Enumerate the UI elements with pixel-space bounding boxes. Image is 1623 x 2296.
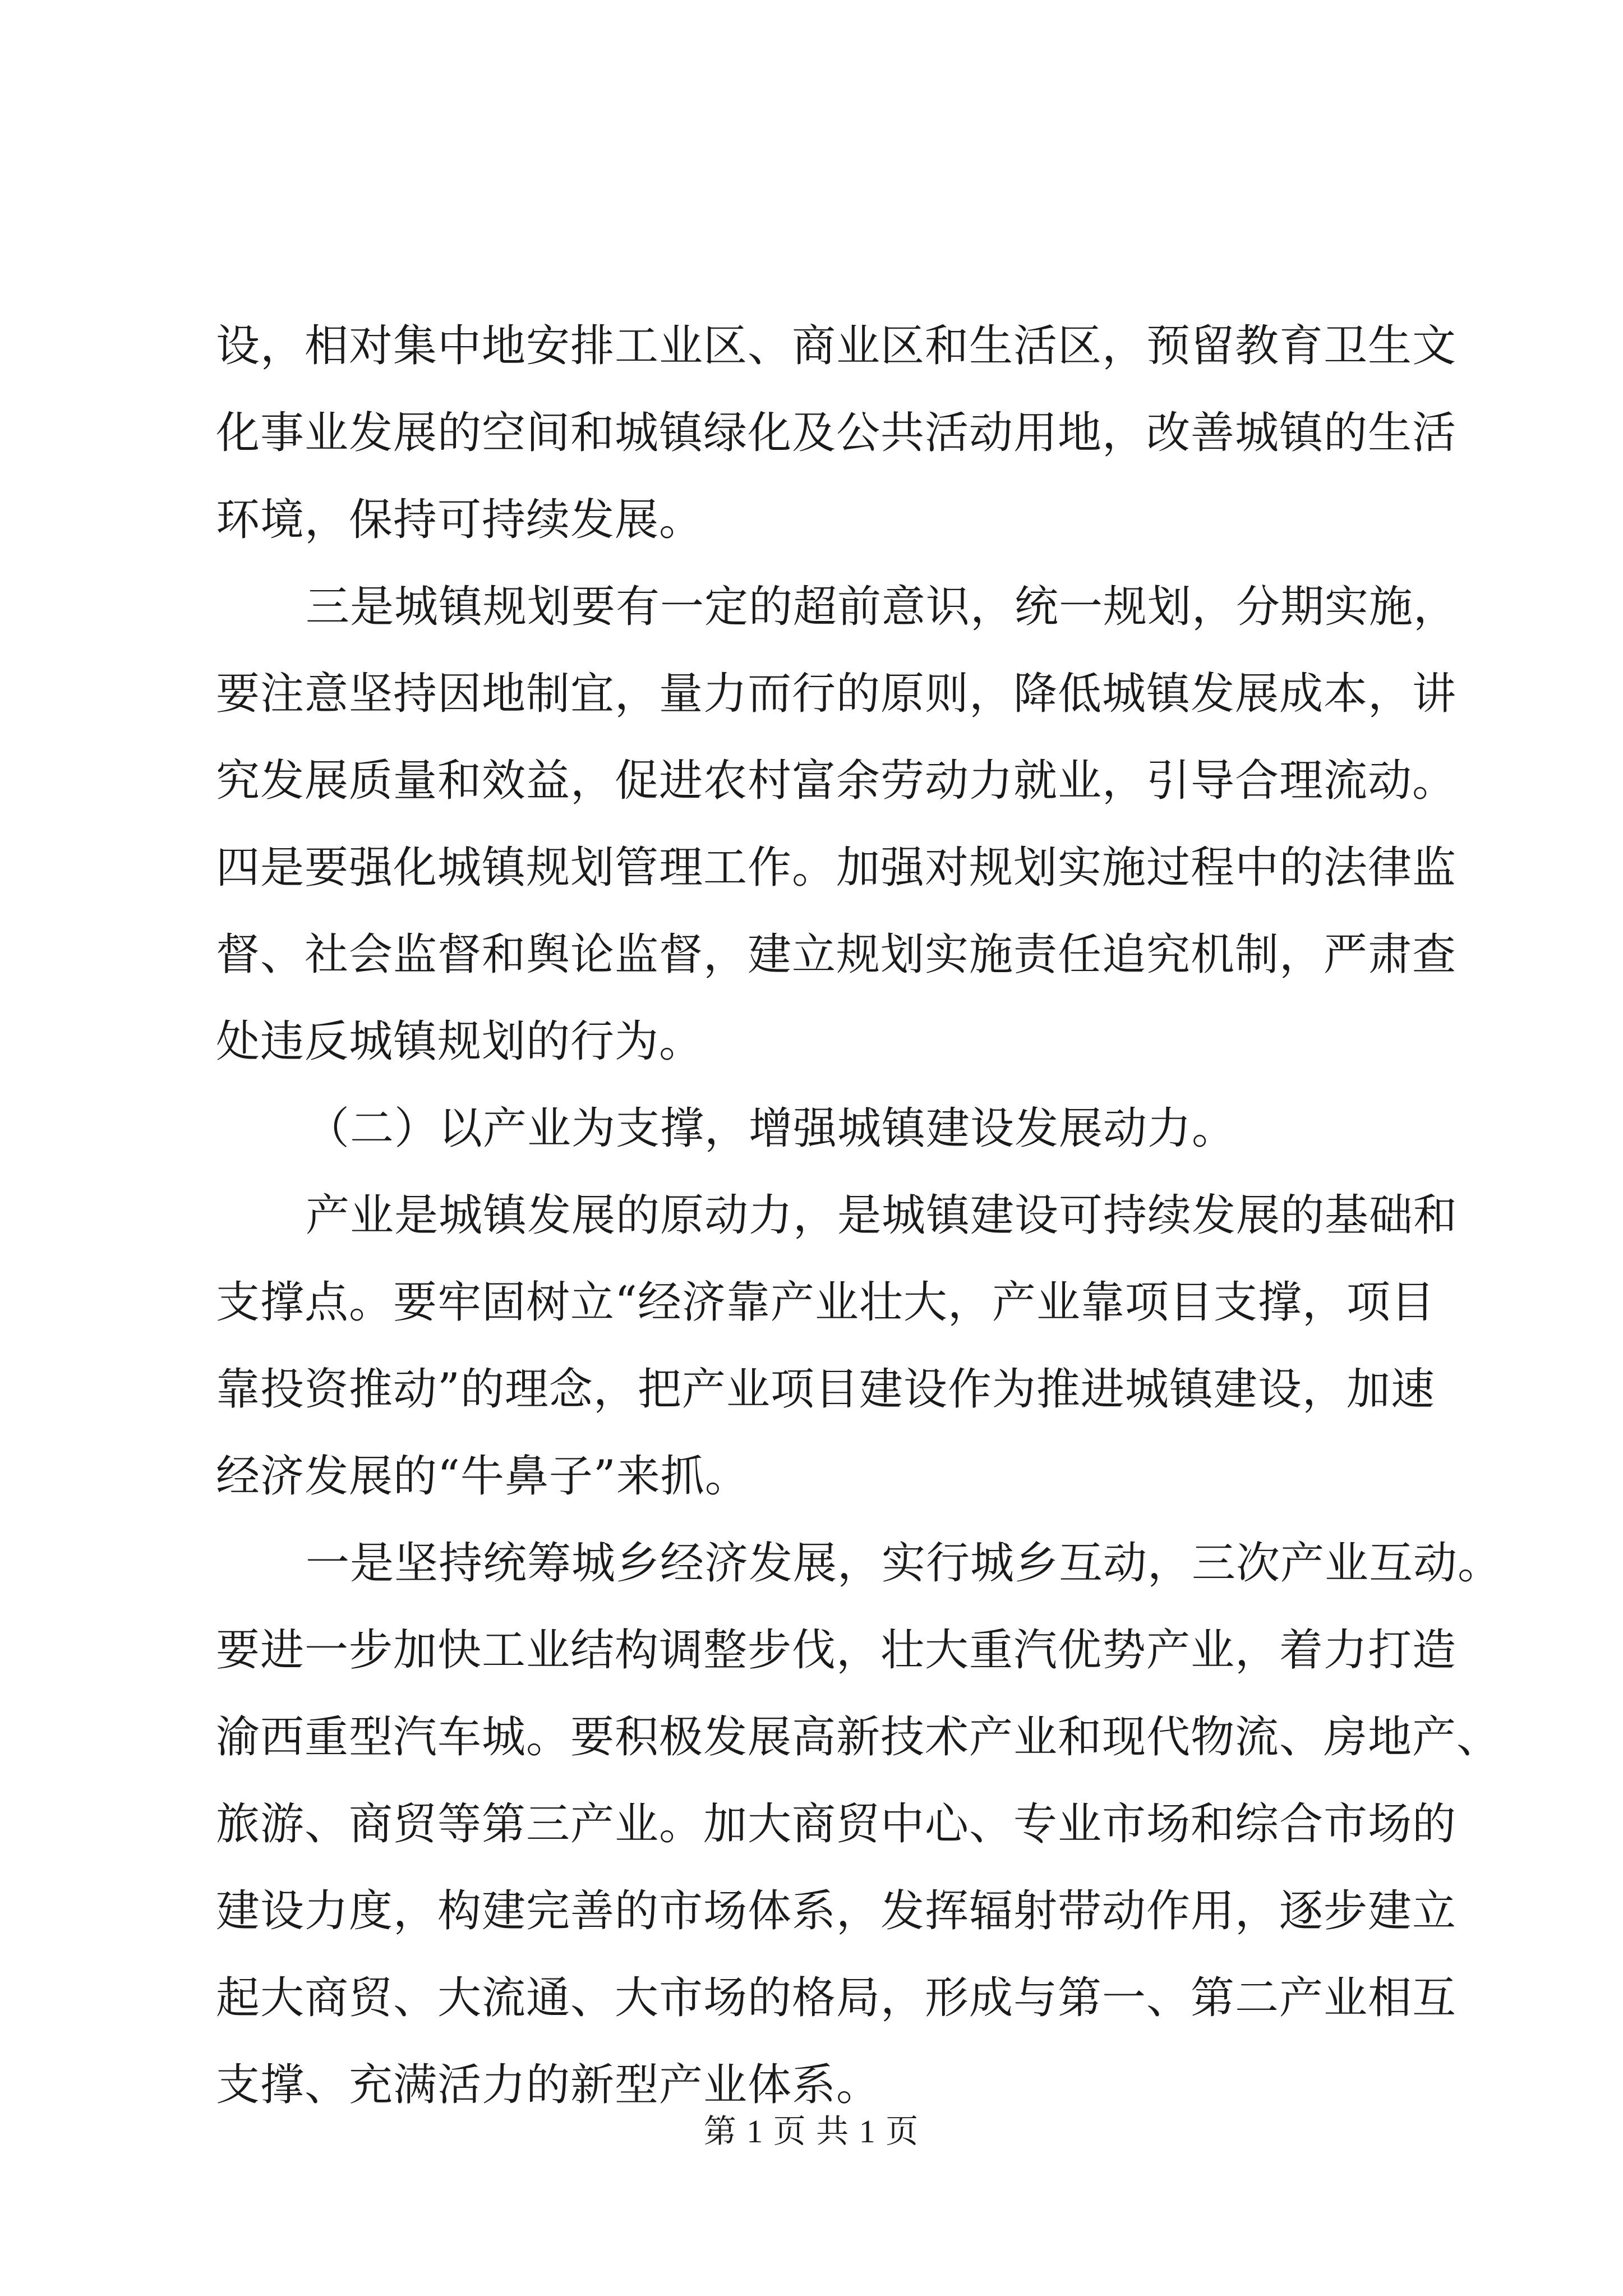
text-line: 化事业发展的空间和城镇绿化及公共活动用地，改善城镇的生活 xyxy=(216,408,1457,458)
text-line: 起大商贸、大流通、大市场的格局，形成与第一、第二产业相互 xyxy=(216,1973,1457,2023)
text-line: 旅游、商贸等第三产业。加大商贸中心、专业市场和综合市场的 xyxy=(216,1799,1457,1849)
text-line: 督、社会监督和舆论监督，建立规划实施责任追究机制，严肃查 xyxy=(216,930,1457,980)
text-line: 支撑点。要牢固树立“经济靠产业壮大，产业靠项目支撑，项目 xyxy=(216,1277,1435,1328)
text-line: 要注意坚持因地制宜，量力而行的原则，降低城镇发展成本，讲 xyxy=(216,669,1457,719)
section-heading: （二）以产业为支撑，增强城镇建设发展动力。 xyxy=(306,1103,1237,1154)
paragraph-start-line: 三是城镇规划要有一定的超前意识，统一规划，分期实施， xyxy=(306,582,1458,632)
text-line: 环境，保持可持续发展。 xyxy=(216,495,704,545)
text-line: 建设力度，构建完善的市场体系，发挥辐射带动作用，逐步建立 xyxy=(216,1886,1457,1936)
text-line: 经济发展的“牛鼻子”来抓。 xyxy=(216,1451,749,1502)
text-line: 设，相对集中地安排工业区、商业区和生活区，预留教育卫生文 xyxy=(216,321,1457,371)
paragraph-start-line: 产业是城镇发展的原动力，是城镇建设可持续发展的基础和 xyxy=(306,1190,1458,1241)
text-line: 渝西重型汽车城。要积极发展高新技术产业和现代物流、房地产、 xyxy=(216,1712,1501,1763)
text-line: 要进一步加快工业结构调整步伐，壮大重汽优势产业，着力打造 xyxy=(216,1625,1457,1676)
text-line: 究发展质量和效益，促进农村富余劳动力就业，引导合理流动。 xyxy=(216,756,1457,806)
text-line: 支撑、充满活力的新型产业体系。 xyxy=(216,2060,881,2110)
text-line: 四是要强化城镇规划管理工作。加强对规划实施过程中的法律监 xyxy=(216,843,1457,893)
document-body xyxy=(216,303,1502,2129)
page-footer: 第 1 页 共 1 页 xyxy=(703,2113,920,2150)
text-line: 处违反城镇规划的行为。 xyxy=(216,1016,704,1067)
text-line: 靠投资推动”的理念，把产业项目建设作为推进城镇建设，加速 xyxy=(216,1364,1435,1415)
paragraph-start-line: 一是坚持统筹城乡经济发展，实行城乡互动，三次产业互动。 xyxy=(306,1538,1502,1589)
